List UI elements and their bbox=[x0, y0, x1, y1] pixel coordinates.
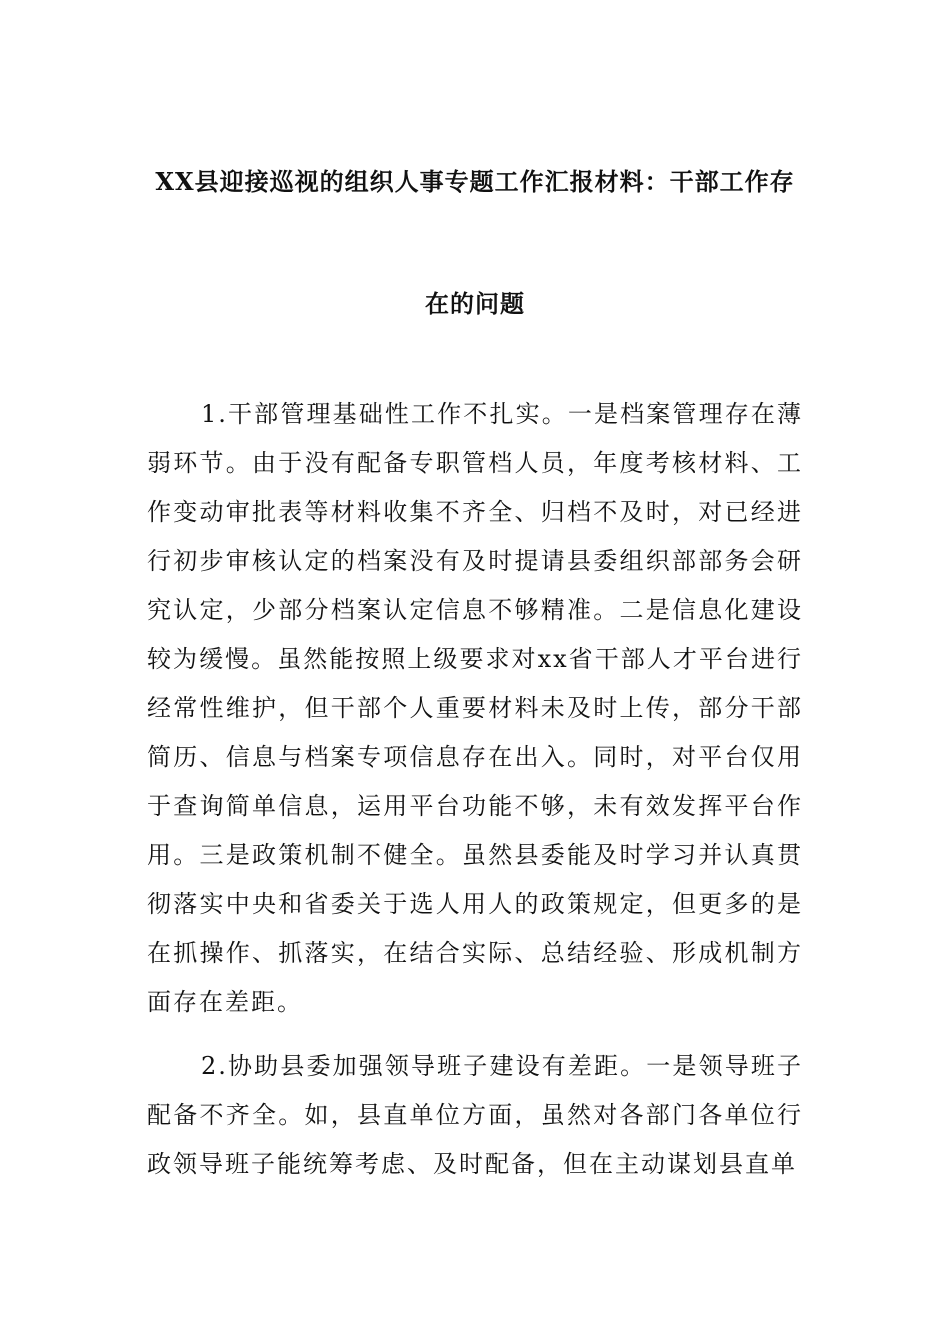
body-section-1 bbox=[147, 390, 803, 1027]
body-section-2 bbox=[147, 1042, 803, 1189]
document-title-line-1: XX县迎接巡视的组织人事专题工作汇报材料：干部工作存 bbox=[155, 167, 795, 196]
document-title-line-2: 在的问题 bbox=[425, 289, 525, 318]
paragraph-2: 2.协助县委加强领导班子建设有差距。一是领导班子配备不齐全。如，县直单位方面，虽然对各部门各单位行政领导班子能统筹考虑、及时配备，但在主动谋划县直单 bbox=[147, 1052, 803, 1178]
paragraph-1: 1.干部管理基础性工作不扎实。一是档案管理存在薄弱环节。由于没有配备专职管档人员，年度考核材料、工作变动审批表等材料收集不齐全、归档不及时，对已经进行初步审核认定的档案没有及时提请县委组织部部务会研究认定，少部分档案认定信息不够精准。二是信息化建设较为缓慢。虽然能按照上级要求对xx省干部人才平台进行经常性维护，但干部个人重要材料未及时上传，部分干部简历、信息与档案专项信息存在出入。同时，对平台仅用于查询简单信息，运用平台功能不够，未有效发挥平台作用。三是政策机制不健全。虽然县委能及时学习并认真贯彻落实中央和省委关于选人用人的政策规定，但更多的是在抓操作、抓落实，在结合实际、总结经验、形成机制方面存在差距。 bbox=[147, 400, 803, 1016]
